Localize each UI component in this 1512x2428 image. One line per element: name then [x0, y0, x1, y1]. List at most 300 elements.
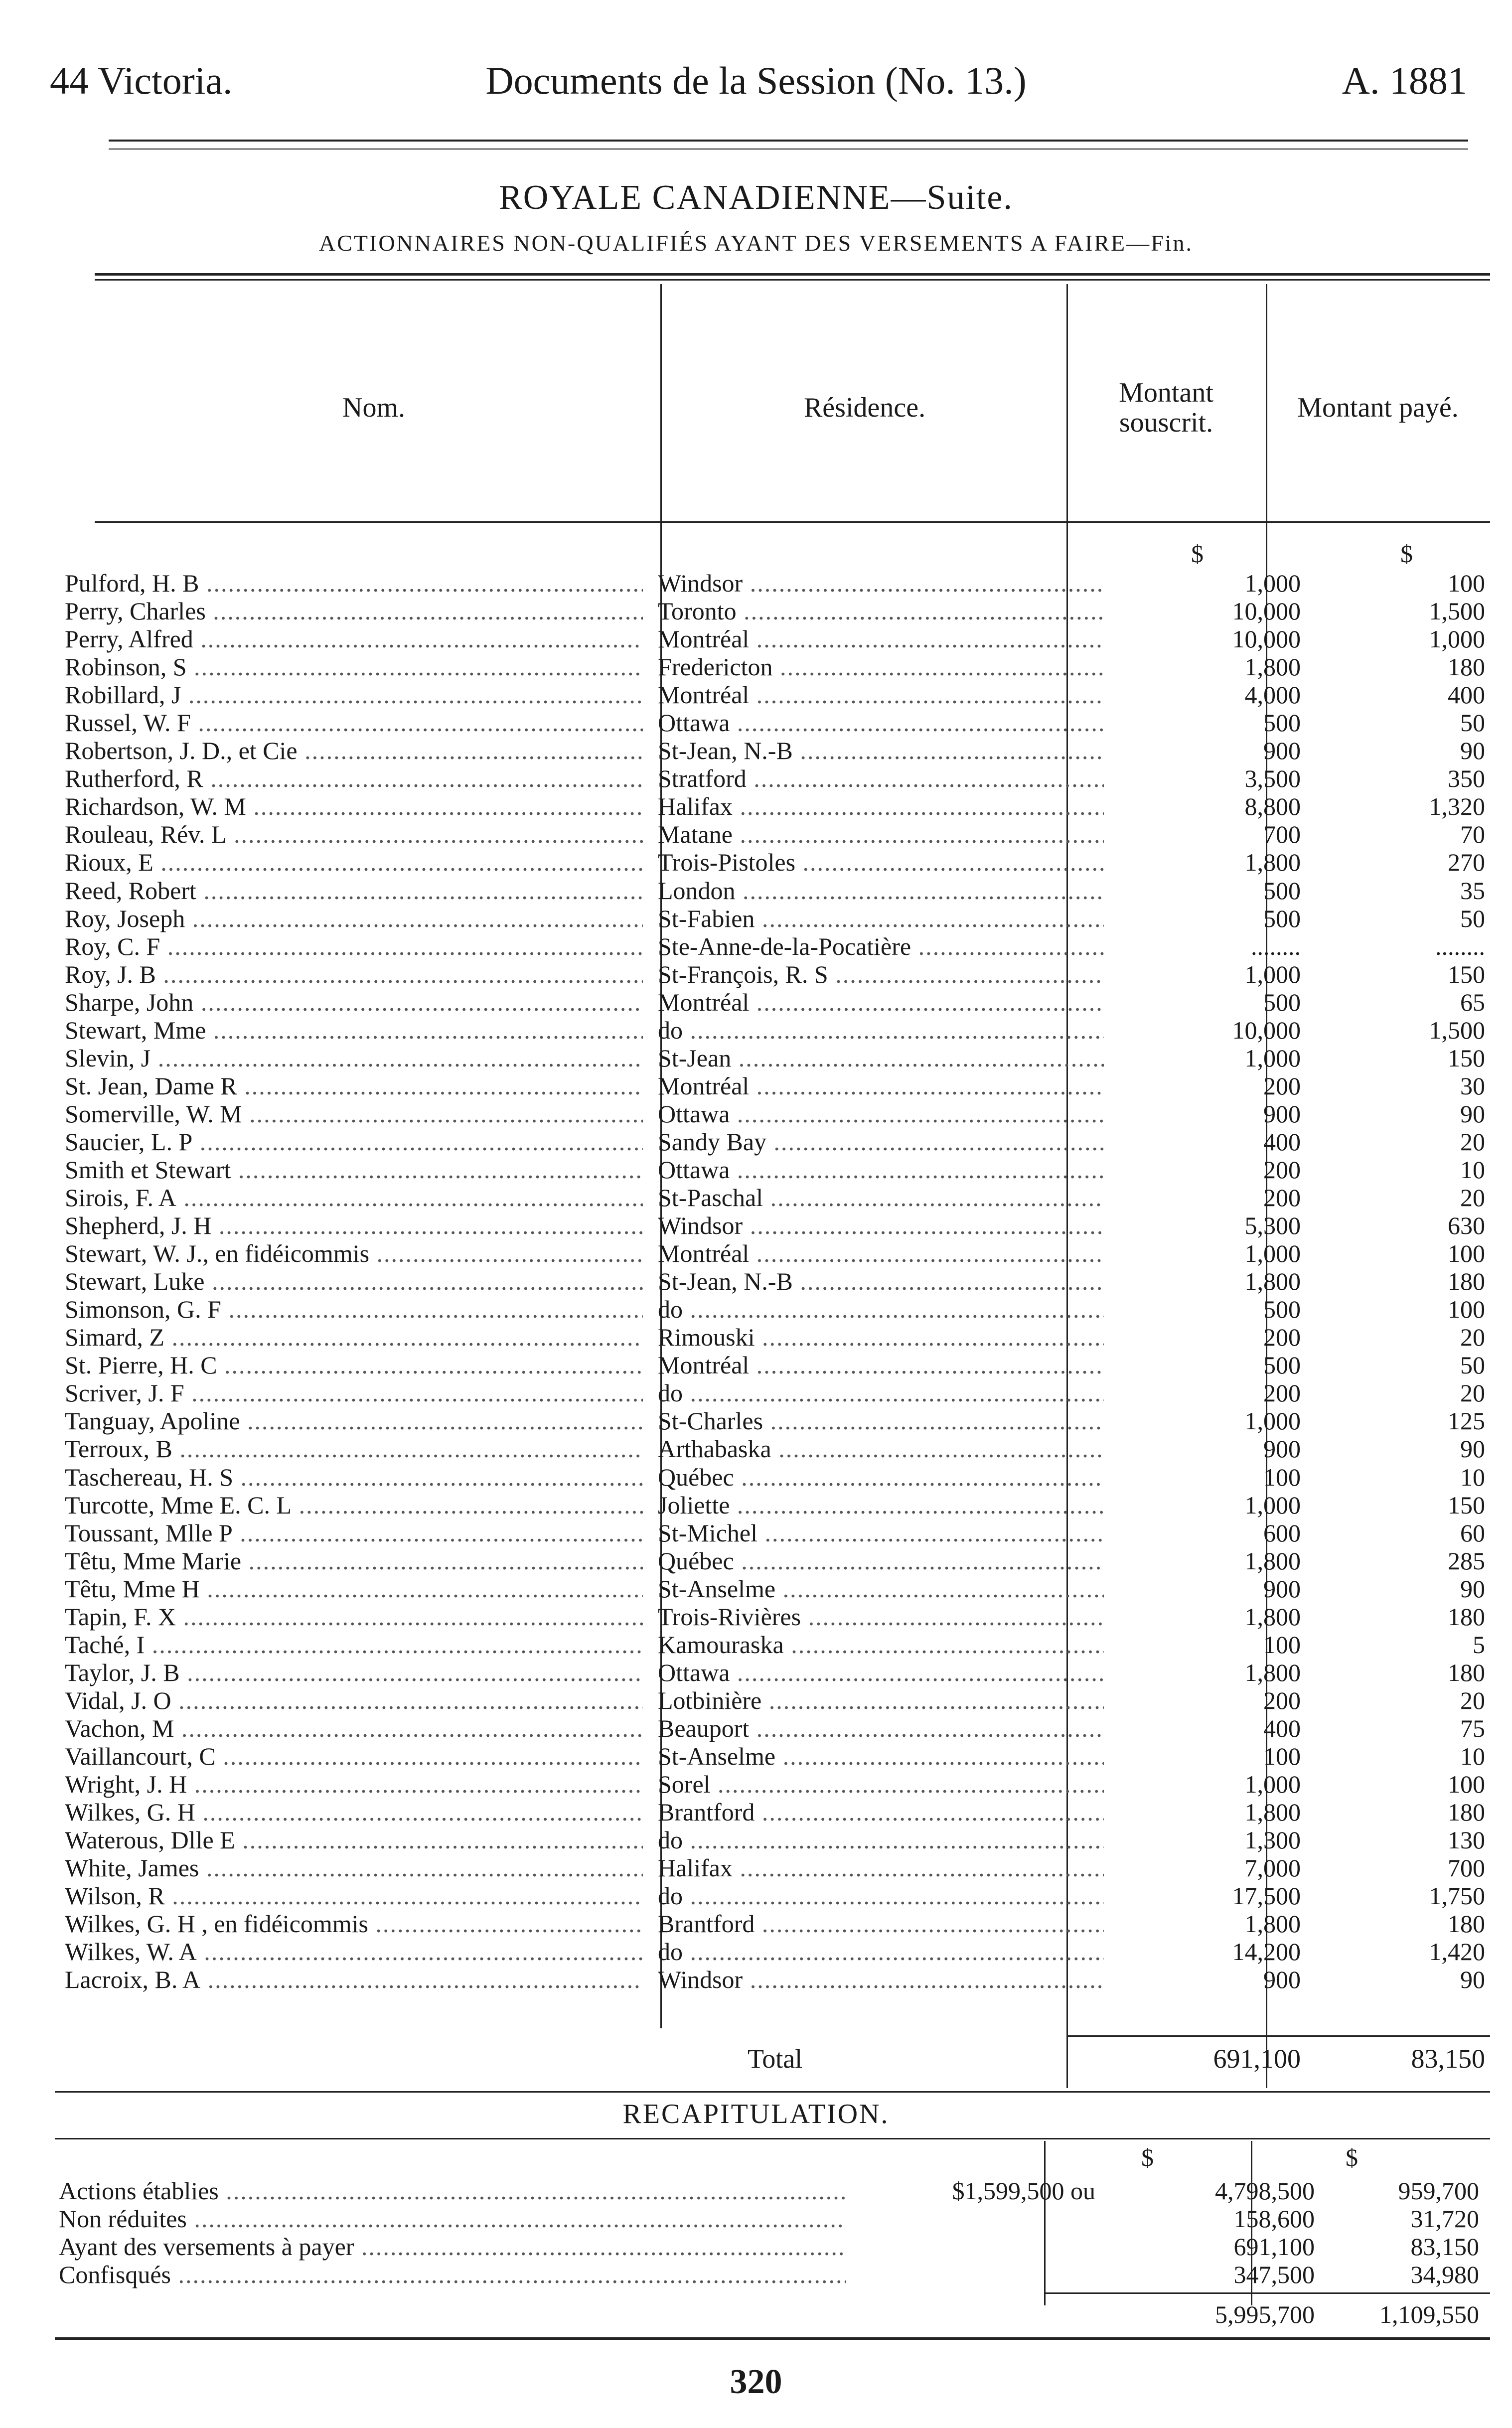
cell-nom: Roy, C. F ..... [65, 932, 643, 960]
cell-residence: Trois-Pistoles ..... [658, 848, 1104, 876]
cell-residence: St-Anselme ..... [658, 1742, 1104, 1770]
cell-residence: Rimouski ..... [658, 1323, 1104, 1351]
recap-value-b: 31,720 [1410, 2205, 1479, 2233]
recap-value-a: 691,100 [1233, 2233, 1315, 2261]
cell-nom: Stewart, Luke ..... [65, 1267, 643, 1295]
header-center: Documents de la Session (No. 13.) [485, 59, 1027, 102]
cell-residence: Montréal ..... [658, 1072, 1104, 1100]
total-label: Total [748, 2044, 803, 2074]
cell-nom: Russel, W. F ..... [65, 709, 643, 737]
cell-paye: 65 [1460, 988, 1485, 1016]
cell-nom: Taché, I ..... [65, 1631, 643, 1659]
recap-total-row [59, 2300, 1489, 2328]
col-head-paye: Montant payé. [1297, 392, 1459, 423]
cell-paye: 20 [1460, 1127, 1485, 1156]
table-row [65, 653, 1490, 681]
cell-souscrit: 200 [1263, 1686, 1301, 1714]
cell-paye: 125 [1448, 1407, 1485, 1435]
cell-paye: 35 [1460, 876, 1485, 905]
table-row [65, 681, 1490, 709]
cell-nom: Reed, Robert ..... [65, 877, 643, 905]
page-subtitle: ACTIONNAIRES NON-QUALIFIÉS AYANT DES VERSEMENTS A FAIRE—Fin. [319, 230, 1193, 256]
cell-souscrit: ........ [1251, 932, 1301, 960]
cell-souscrit: 700 [1263, 820, 1301, 849]
cell-nom: Vaillancourt, C ..... [65, 1742, 643, 1770]
cell-souscrit: 200 [1263, 1184, 1301, 1212]
cell-nom: Stewart, W. J., en fidéicommis ..... [65, 1239, 643, 1267]
recap-row [59, 2177, 1489, 2205]
cell-nom: White, James ..... [65, 1854, 643, 1882]
cell-residence: Ottawa ..... [658, 1156, 1104, 1184]
cell-souscrit: 900 [1263, 1574, 1301, 1603]
cell-souscrit: 10,000 [1232, 625, 1301, 653]
cell-residence: St-Michel ..... [658, 1519, 1104, 1547]
cell-paye: 50 [1460, 709, 1485, 737]
cell-residence: St-Jean ..... [658, 1044, 1104, 1072]
table-row [65, 932, 1490, 960]
recap-currency-a: $ [1141, 2143, 1154, 2171]
cell-nom: Shepherd, J. H ..... [65, 1212, 643, 1239]
recap-row [59, 2233, 1489, 2261]
recap-header-rule [55, 2138, 1490, 2139]
cell-souscrit: 500 [1263, 904, 1301, 932]
table-row [65, 1854, 1490, 1882]
cell-nom: Robillard, J ..... [65, 681, 643, 709]
recap-row [59, 2261, 1489, 2288]
cell-nom: Waterous, Dlle E ..... [65, 1826, 643, 1854]
cell-souscrit: 1,800 [1244, 1602, 1301, 1631]
cell-residence: St-Paschal ..... [658, 1184, 1104, 1212]
cell-residence: Québec ..... [658, 1547, 1104, 1575]
recap-title: RECAPITULATION. [622, 2099, 890, 2129]
cell-residence: St-Charles ..... [658, 1407, 1104, 1435]
cell-paye: 1,750 [1429, 1882, 1485, 1910]
table-row [65, 709, 1490, 737]
table-row [65, 764, 1490, 792]
cell-residence: Sorel ..... [658, 1770, 1104, 1798]
cell-nom: Perry, Charles ..... [65, 597, 643, 625]
cell-paye: 75 [1460, 1714, 1485, 1742]
cell-souscrit: 200 [1263, 1071, 1301, 1100]
cell-paye: 90 [1460, 1574, 1485, 1603]
cell-residence: Kamouraska ..... [658, 1631, 1104, 1659]
cell-nom: Turcotte, Mme E. C. L ..... [65, 1491, 643, 1519]
cell-souscrit: 400 [1263, 1127, 1301, 1156]
cell-nom: Richardson, W. M ..... [65, 792, 643, 820]
cell-nom: Lacroix, B. A ..... [65, 1966, 643, 1993]
cell-nom: Perry, Alfred ..... [65, 625, 643, 653]
cell-souscrit: 1,800 [1244, 1267, 1301, 1296]
cell-souscrit: 1,000 [1244, 960, 1301, 988]
cell-paye: 90 [1460, 1435, 1485, 1463]
cell-souscrit: 4,000 [1244, 681, 1301, 709]
table-row [65, 1435, 1490, 1463]
cell-souscrit: 1,000 [1244, 1491, 1301, 1519]
cell-souscrit: 200 [1263, 1323, 1301, 1352]
cell-residence: St-Fabien ..... [658, 905, 1104, 932]
cell-souscrit: 100 [1263, 1630, 1301, 1659]
cell-souscrit: 1,000 [1244, 569, 1301, 597]
table-row [65, 792, 1490, 820]
cell-residence: St-Anselme ..... [658, 1575, 1104, 1603]
cell-souscrit: 1,000 [1244, 1770, 1301, 1799]
cell-paye: 90 [1460, 1099, 1485, 1128]
cell-paye: 100 [1448, 1770, 1485, 1799]
cell-souscrit: 900 [1263, 1435, 1301, 1463]
recap-value-a: 158,600 [1233, 2205, 1315, 2233]
recap-value-a: 347,500 [1233, 2261, 1315, 2288]
cell-nom: Scriver, J. F ..... [65, 1379, 643, 1407]
cell-residence: Ottawa ..... [658, 1100, 1104, 1128]
table-row [65, 1603, 1490, 1631]
table-row [65, 988, 1490, 1016]
table-row [65, 960, 1490, 988]
cell-nom: Robertson, J. D., et Cie ..... [65, 737, 643, 764]
cell-paye: 20 [1460, 1323, 1485, 1352]
recap-value-b: 34,980 [1410, 2261, 1479, 2288]
table-row [65, 1631, 1490, 1659]
cell-residence: Brantford ..... [658, 1798, 1104, 1826]
cell-nom: Simard, Z ..... [65, 1323, 643, 1351]
table-top-rule-thin [95, 279, 1490, 281]
page-number: 320 [730, 2363, 782, 2401]
cell-nom: Rioux, E ..... [65, 848, 643, 876]
cell-souscrit: 1,800 [1244, 848, 1301, 877]
cell-paye: 270 [1448, 848, 1485, 877]
cell-paye: 5 [1473, 1630, 1485, 1659]
cell-nom: Taschereau, H. S ..... [65, 1463, 643, 1491]
cell-nom: Sirois, F. A ..... [65, 1184, 643, 1212]
cell-residence: Ottawa ..... [658, 709, 1104, 737]
cell-paye: 180 [1448, 653, 1485, 681]
table-row [65, 1295, 1490, 1323]
table-row [65, 569, 1490, 597]
cell-nom: Somerville, W. M ..... [65, 1100, 643, 1128]
table-row [65, 1659, 1490, 1686]
cell-paye: 100 [1448, 1239, 1485, 1268]
cell-residence: Trois-Rivières ..... [658, 1603, 1104, 1631]
cell-residence: St-Jean, N.-B ..... [658, 1267, 1104, 1295]
cell-souscrit: 400 [1263, 1714, 1301, 1742]
cell-paye: 180 [1448, 1602, 1485, 1631]
cell-paye: 180 [1448, 1658, 1485, 1686]
cell-residence: Windsor ..... [658, 1966, 1104, 1993]
cell-residence: do ..... [658, 1938, 1104, 1966]
cell-paye: 1,320 [1429, 792, 1485, 821]
cell-paye: 10 [1460, 1742, 1485, 1770]
table-row [65, 1463, 1490, 1491]
header-bottom-rule [95, 521, 1490, 523]
cell-paye: 1,500 [1429, 597, 1485, 625]
table-row [65, 597, 1490, 625]
recap-label: Actions établies ..... [59, 2177, 846, 2205]
cell-nom: Slevin, J ..... [65, 1044, 643, 1072]
recap-top-rule [55, 2091, 1490, 2093]
cell-souscrit: 500 [1263, 988, 1301, 1016]
cell-nom: Tanguay, Apoline ..... [65, 1407, 643, 1435]
cell-nom: Tapin, F. X ..... [65, 1603, 643, 1631]
cell-nom: Stewart, Mme ..... [65, 1016, 643, 1044]
cell-nom: Wilkes, W. A ..... [65, 1938, 643, 1966]
cell-nom: Saucier, L. P ..... [65, 1128, 643, 1156]
cell-residence: Montréal ..... [658, 1351, 1104, 1379]
cell-souscrit: 900 [1263, 737, 1301, 765]
cell-paye: 60 [1460, 1518, 1485, 1547]
cell-residence: Ottawa ..... [658, 1659, 1104, 1686]
cell-residence: Montréal ..... [658, 988, 1104, 1016]
cell-residence: do ..... [658, 1295, 1104, 1323]
cell-nom: Têtu, Mme Marie ..... [65, 1547, 643, 1575]
cell-residence: do ..... [658, 1379, 1104, 1407]
cell-paye: 700 [1448, 1854, 1485, 1882]
cell-souscrit: 100 [1263, 1742, 1301, 1770]
table-row [65, 1938, 1490, 1966]
cell-paye: 150 [1448, 1491, 1485, 1519]
cell-nom: Wilkes, G. H ..... [65, 1798, 643, 1826]
cell-souscrit: 500 [1263, 876, 1301, 905]
cell-souscrit: 900 [1263, 1099, 1301, 1128]
cell-residence: Montréal ..... [658, 681, 1104, 709]
cell-souscrit: 1,800 [1244, 1910, 1301, 1938]
cell-nom: Rouleau, Rév. L ..... [65, 820, 643, 848]
cell-souscrit: 1,800 [1244, 653, 1301, 681]
cell-paye: 30 [1460, 1071, 1485, 1100]
cell-paye: 1,000 [1429, 625, 1485, 653]
col-head-nom: Nom. [342, 392, 405, 423]
cell-residence: Québec ..... [658, 1463, 1104, 1491]
header-rule-top [109, 140, 1468, 142]
cell-souscrit: 7,000 [1244, 1854, 1301, 1882]
cell-souscrit: 1,300 [1244, 1826, 1301, 1854]
table-row [65, 1156, 1490, 1184]
cell-souscrit: 600 [1263, 1518, 1301, 1547]
table-row [65, 1100, 1490, 1128]
cell-paye: 350 [1448, 764, 1485, 793]
recap-row [59, 2205, 1489, 2233]
table-row [65, 1966, 1490, 1993]
table-row [65, 1044, 1490, 1072]
table-row [65, 1742, 1490, 1770]
cell-souscrit: 200 [1263, 1379, 1301, 1407]
cell-paye: 10 [1460, 1463, 1485, 1491]
cell-residence: Fredericton ..... [658, 653, 1104, 681]
cell-nom: St. Pierre, H. C ..... [65, 1351, 643, 1379]
table-row [65, 1519, 1490, 1547]
cell-souscrit: 14,200 [1232, 1938, 1301, 1966]
table-row [65, 1239, 1490, 1267]
cell-souscrit: 1,800 [1244, 1546, 1301, 1575]
table-row [65, 1826, 1490, 1854]
cell-residence: Windsor ..... [658, 1212, 1104, 1239]
cell-paye: 70 [1460, 820, 1485, 849]
cell-residence: London ..... [658, 877, 1104, 905]
cell-souscrit: 200 [1263, 1155, 1301, 1184]
cell-souscrit: 10,000 [1232, 597, 1301, 625]
cell-paye: 285 [1448, 1546, 1485, 1575]
cell-residence: Arthabaska ..... [658, 1435, 1104, 1463]
cell-paye: 50 [1460, 904, 1485, 932]
cell-nom: Sharpe, John ..... [65, 988, 643, 1016]
cell-residence: Montréal ..... [658, 1239, 1104, 1267]
recap-currency-b: $ [1346, 2143, 1358, 2171]
recap-total-rule [1044, 2292, 1490, 2294]
cell-paye: 630 [1448, 1212, 1485, 1240]
cell-nom: Têtu, Mme H ..... [65, 1575, 643, 1603]
cell-nom: Taylor, J. B ..... [65, 1659, 643, 1686]
cell-paye: 150 [1448, 960, 1485, 988]
cell-paye: 100 [1448, 569, 1485, 597]
cell-souscrit: 8,800 [1244, 792, 1301, 821]
table-row [65, 625, 1490, 653]
table-row [65, 1882, 1490, 1910]
table-row [65, 1407, 1490, 1435]
recap-extra: $1,599,500 ou [952, 2177, 1095, 2205]
cell-residence: St-François, R. S ..... [658, 960, 1104, 988]
cell-souscrit: 10,000 [1232, 1016, 1301, 1044]
cell-souscrit: 900 [1263, 1966, 1301, 1994]
cell-nom: Rutherford, R ..... [65, 764, 643, 792]
cell-paye: 20 [1460, 1184, 1485, 1212]
cell-paye: 100 [1448, 1295, 1485, 1324]
cell-paye: 50 [1460, 1351, 1485, 1379]
table-row [65, 1379, 1490, 1407]
table-row [65, 1575, 1490, 1603]
cell-residence: Stratford ..... [658, 764, 1104, 792]
cell-souscrit: 1,000 [1244, 1239, 1301, 1268]
cell-residence: do ..... [658, 1826, 1104, 1854]
recap-label: Ayant des versements à payer ..... [59, 2233, 846, 2261]
cell-residence: Beauport ..... [658, 1714, 1104, 1742]
table-row [65, 877, 1490, 905]
recap-bottom-rule [55, 2337, 1490, 2340]
cell-souscrit: 17,500 [1232, 1882, 1301, 1910]
cell-residence: Ste-Anne-de-la-Pocatière ..... [658, 932, 1104, 960]
currency-souscrit: $ [1191, 540, 1204, 568]
cell-residence: Windsor ..... [658, 569, 1104, 597]
table-row [65, 737, 1490, 764]
cell-souscrit: 500 [1263, 1295, 1301, 1324]
cell-paye: 10 [1460, 1155, 1485, 1184]
col-head-residence: Résidence. [803, 392, 926, 423]
header-left: 44 Victoria. [50, 59, 233, 102]
table-row [65, 1714, 1490, 1742]
cell-nom: Smith et Stewart ..... [65, 1156, 643, 1184]
page-title: ROYALE CANADIENNE—Suite. [499, 178, 1013, 217]
cell-residence: Joliette ..... [658, 1491, 1104, 1519]
cell-souscrit: 1,800 [1244, 1798, 1301, 1826]
table-top-rule [95, 273, 1490, 276]
cell-residence: Lotbinière ..... [658, 1686, 1104, 1714]
cell-nom: Vidal, J. O ..... [65, 1686, 643, 1714]
cell-residence: do ..... [658, 1016, 1104, 1044]
cell-paye: 180 [1448, 1910, 1485, 1938]
table-row [65, 1128, 1490, 1156]
table-row [65, 1491, 1490, 1519]
table-row [65, 1184, 1490, 1212]
cell-souscrit: 5,300 [1244, 1212, 1301, 1240]
cell-souscrit: 500 [1263, 1351, 1301, 1379]
cell-souscrit: 1,000 [1244, 1044, 1301, 1072]
cell-paye: 20 [1460, 1379, 1485, 1407]
table-row [65, 1910, 1490, 1938]
cell-residence: Halifax ..... [658, 1854, 1104, 1882]
cell-paye: 90 [1460, 737, 1485, 765]
total-paye: 83,150 [1411, 2044, 1485, 2074]
cell-nom: St. Jean, Dame R ..... [65, 1072, 643, 1100]
table-row [65, 1212, 1490, 1239]
table-row [65, 1686, 1490, 1714]
cell-residence: Toronto ..... [658, 597, 1104, 625]
cell-nom: Simonson, G. F ..... [65, 1295, 643, 1323]
cell-residence: do ..... [658, 1882, 1104, 1910]
total-rule [1066, 2035, 1490, 2037]
table-row [65, 1323, 1490, 1351]
recap-value-b: 83,150 [1410, 2233, 1479, 2261]
table-row [65, 905, 1490, 932]
cell-residence: Matane ..... [658, 820, 1104, 848]
cell-residence: Halifax ..... [658, 792, 1104, 820]
total-souscrit: 691,100 [1213, 2044, 1301, 2074]
cell-paye: 90 [1460, 1966, 1485, 1994]
col-head-souscrit: Montant souscrit. [1119, 377, 1213, 438]
table-row [65, 820, 1490, 848]
cell-paye: 1,500 [1429, 1016, 1485, 1044]
cell-souscrit: 1,000 [1244, 1407, 1301, 1435]
cell-souscrit: 1,800 [1244, 1658, 1301, 1686]
cell-residence: St-Jean, N.-B ..... [658, 737, 1104, 764]
recap-label: Confisqués ..... [59, 2261, 846, 2288]
shareholders-table [65, 569, 1490, 1993]
cell-nom: Wilson, R ..... [65, 1882, 643, 1910]
cell-nom: Toussant, Mlle P ..... [65, 1519, 643, 1547]
cell-nom: Terroux, B ..... [65, 1435, 643, 1463]
table-row [65, 1072, 1490, 1100]
recap-total-b: 1,109,550 [1379, 2300, 1479, 2328]
cell-nom: Wilkes, G. H , en fidéicommis ..... [65, 1910, 643, 1938]
cell-residence: Sandy Bay ..... [658, 1128, 1104, 1156]
cell-residence: Brantford ..... [658, 1910, 1104, 1938]
cell-paye: 180 [1448, 1798, 1485, 1826]
cell-nom: Vachon, M ..... [65, 1714, 643, 1742]
cell-residence: Montréal ..... [658, 625, 1104, 653]
header-rule-bottom [109, 149, 1468, 150]
cell-paye: 180 [1448, 1267, 1485, 1296]
cell-nom: Robinson, S ..... [65, 653, 643, 681]
table-row [65, 1016, 1490, 1044]
cell-nom: Roy, J. B ..... [65, 960, 643, 988]
cell-nom: Roy, Joseph ..... [65, 905, 643, 932]
recap-total-a: 5,995,700 [1215, 2300, 1315, 2328]
cell-souscrit: 3,500 [1244, 764, 1301, 793]
cell-paye: ........ [1435, 932, 1485, 960]
cell-paye: 150 [1448, 1044, 1485, 1072]
cell-nom: Pulford, H. B ..... [65, 569, 643, 597]
recap-value-b: 959,700 [1398, 2177, 1479, 2205]
table-row [65, 1770, 1490, 1798]
cell-paye: 400 [1448, 681, 1485, 709]
cell-paye: 20 [1460, 1686, 1485, 1714]
cell-souscrit: 100 [1263, 1463, 1301, 1491]
currency-paye: $ [1400, 540, 1413, 568]
cell-nom: Wright, J. H ..... [65, 1770, 643, 1798]
recap-label: Non réduites ..... [59, 2205, 846, 2233]
table-row [65, 848, 1490, 876]
table-row [65, 1267, 1490, 1295]
cell-souscrit: 500 [1263, 709, 1301, 737]
cell-paye: 1,420 [1429, 1938, 1485, 1966]
recap-value-a: 4,798,500 [1215, 2177, 1315, 2205]
table-row [65, 1351, 1490, 1379]
